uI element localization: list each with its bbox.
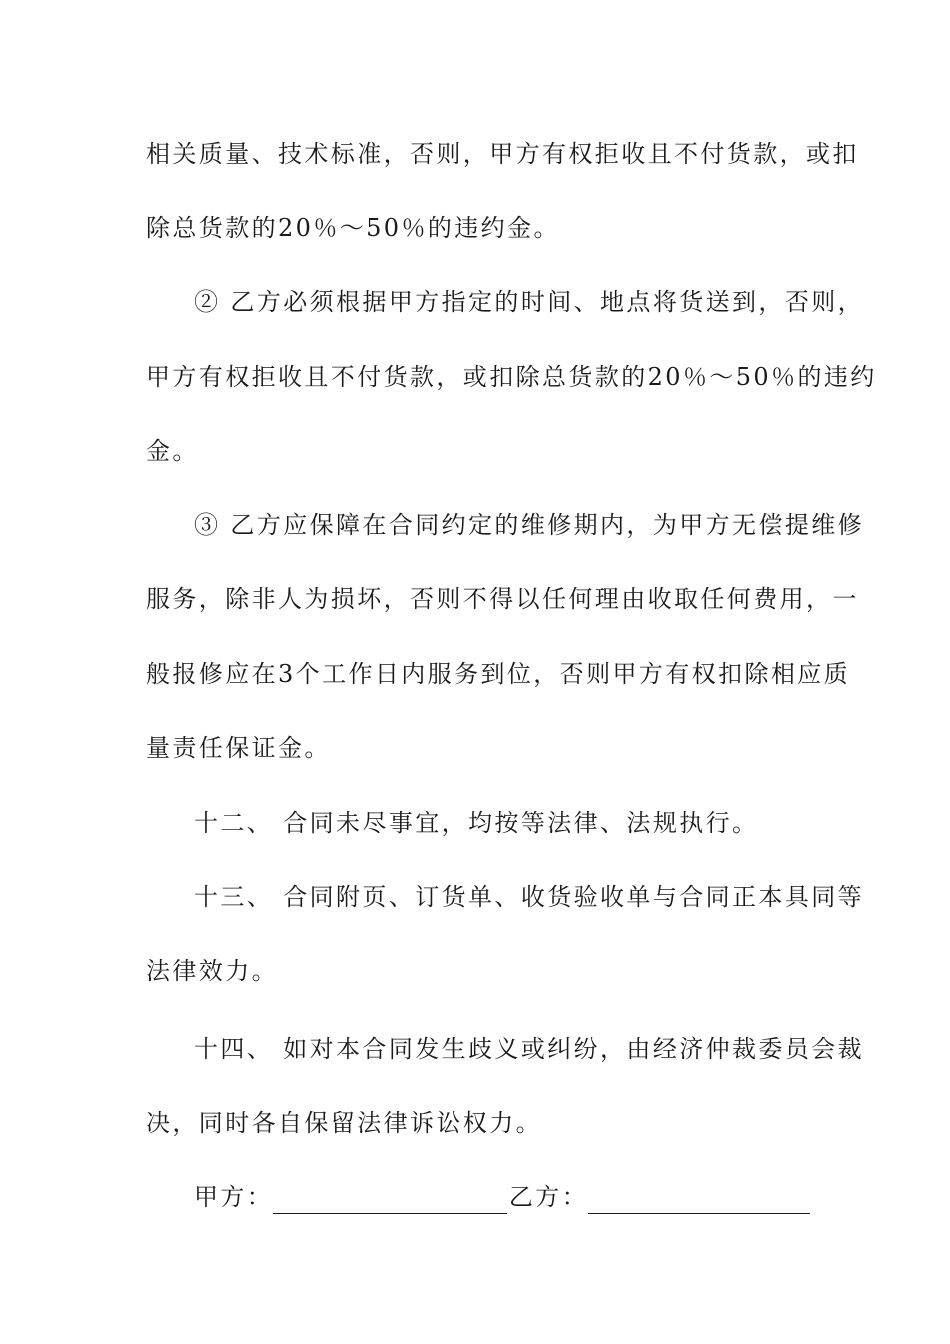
paragraph-line: 甲方有权拒收且不付货款，或扣除总货款的20％～50％的违约: [146, 363, 877, 391]
article-14-line: 十四、 如对本合同发生歧义或纠纷，由经济仲裁委员会裁: [194, 1035, 865, 1063]
paragraph-line: 般报修应在3个工作日内服务到位，否则甲方有权扣除相应质: [146, 660, 851, 688]
party-a-label: 甲方：: [194, 1183, 274, 1211]
paragraph-line: 除总货款的20％～50％的违约金。: [146, 214, 560, 242]
article-13-line: 十三、 合同附页、订货单、收货验收单与合同正本具同等: [194, 883, 865, 911]
paragraph-line: 量责任保证金。: [146, 734, 331, 762]
paragraph-line: 金。: [146, 437, 199, 465]
clause-2-line: ② 乙方必须根据甲方指定的时间、地点将货送到，否则，: [194, 288, 865, 316]
paragraph-line: 决，同时各自保留法律诉讼权力。: [146, 1109, 542, 1137]
party-b-label: 乙方：: [508, 1183, 589, 1211]
party-b-signature-line: [588, 1187, 810, 1214]
article-12-line: 十二、 合同未尽事宜，均按等法律、法规执行。: [194, 809, 759, 837]
clause-3-line: ③ 乙方应保障在合同约定的维修期内，为甲方无偿提维修: [194, 511, 865, 539]
signature-row: [194, 1180, 810, 1214]
party-a-signature-line: [273, 1187, 507, 1214]
paragraph-line: 服务，除非人为损坏，否则不得以任何理由收取任何费用，一: [146, 585, 859, 613]
paragraph-line: 法律效力。: [146, 957, 278, 985]
paragraph-line: 相关质量、技术标准，否则，甲方有权拒收且不付货款，或扣: [146, 140, 859, 168]
